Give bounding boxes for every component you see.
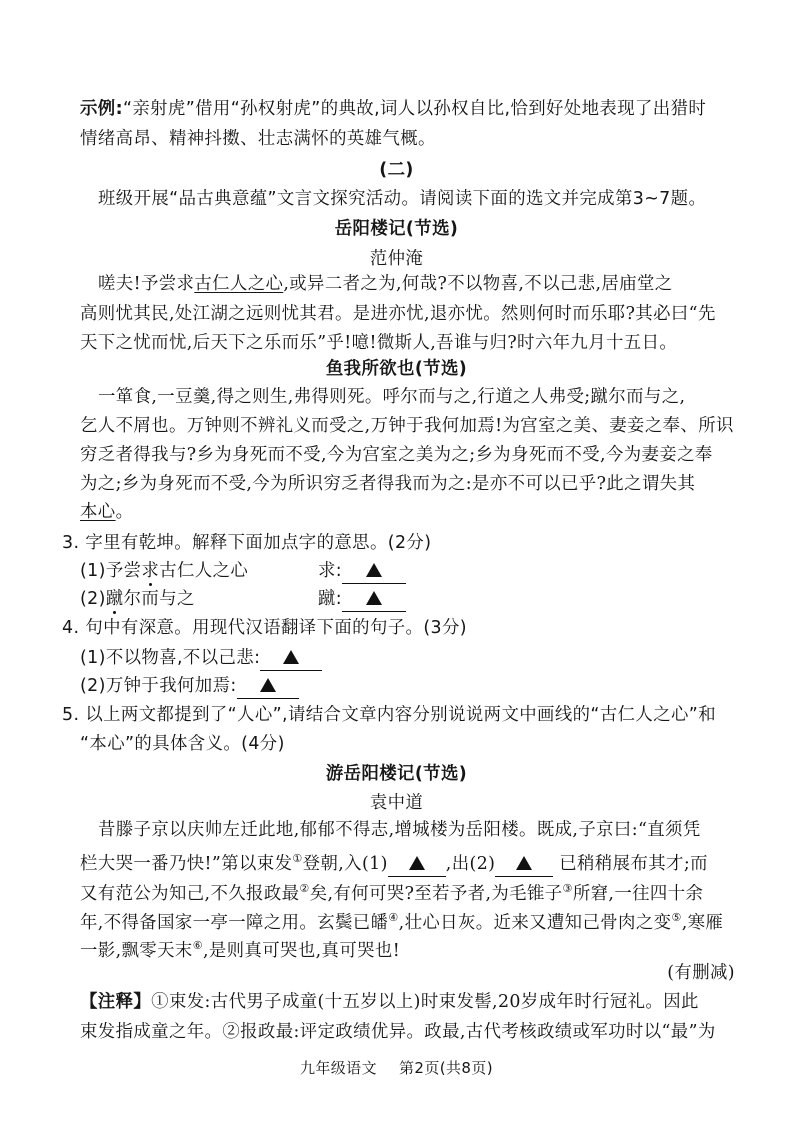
text3-span: ,寒雁 [681,913,724,933]
text3-line-4 [80,906,723,935]
text1-span: 嗟夫!予尝求 [98,274,195,294]
text3-span: 年,不得备国家一亭一障之用。玄鬓已皤 [80,913,389,933]
text3-span: 登朝,入(1) [302,854,388,874]
text3-span: 栏大哭一番乃快!”第以束发 [80,854,293,874]
q3-span: (1)予尝 [80,561,142,581]
q3-label: 求: [318,561,343,581]
question-5-line-2: “本心”的具体含义。(4分) [80,734,285,754]
text3-span: 已稍稍展布其才;而 [553,854,708,874]
triangle-icon [283,650,299,664]
triangle-icon [409,856,425,870]
question-4-item-2 [80,674,299,699]
example-line-1 [80,97,706,121]
note-marker: ⑥ [192,939,203,952]
text3-line-2 [80,847,708,877]
notes-label: 【注释】 [80,992,152,1012]
question-3-item-1 [80,559,248,583]
notes-line-1 [80,990,699,1014]
triangle-icon [260,678,276,692]
notes-line-2: 束发指成童之年。②报政最:评定政绩优异。政最,古代考核政绩或军功时以“最”为 [80,1022,716,1042]
underlined-phrase-benxin: 本心 [80,502,116,522]
note-marker: ④ [388,911,399,924]
note-marker: ⑤ [671,911,682,924]
text2-line-5 [80,500,133,524]
text3-span: 矣,有何可哭?至若予者,为毛锥子 [309,884,563,904]
q4-text: (2)万钟于我何加焉: [80,676,237,696]
note-marker: ② [299,882,310,895]
text1-span: ,或异二者之为,何哉?不以物喜,不以己悲,居庙堂之 [283,274,673,294]
note-marker: ③ [562,882,573,895]
dotted-char-qiu: 求 [141,561,160,581]
text3-span: ,是则真可哭也,真可哭也! [202,941,401,961]
dotted-char-cu: 蹴 [105,589,124,609]
answer-blank[interactable] [342,587,406,612]
text3-span: 又有范公为知己,不久报政最 [80,884,300,904]
underlined-phrase-guren: 古仁人之心 [194,274,284,294]
example-text: “亲射虎”借用“孙权射虎”的典故,词人以孙权自比,恰到好处地表现了出猎时 [122,99,707,119]
q3-span: (2) [80,589,106,609]
notes-text: ①束发:古代男子成童(十五岁以上)时束发髻,20岁成年时行冠礼。因此 [151,992,699,1012]
note-marker: ① [292,852,303,865]
question-4-item-1 [80,646,322,671]
text3-span: ,壮心日灰。近来又遭知己骨肉之变 [398,913,672,933]
q3-span: 尔而与之 [123,589,195,609]
text3-line-3 [80,877,703,906]
example-line-2: 情绪高昂、精神抖擞、壮志满怀的英雄气概。 [80,129,436,149]
footer-subject: 九年级语文 [299,1059,377,1077]
text2-span: 。 [115,502,134,522]
answer-blank[interactable] [388,852,446,877]
text2-line-3: 穷乏者得我与?乡为身死而不受,今为宫室之美为之;乡为身死而不受,今为妻妾之奉 [80,445,713,465]
question-3-answer-1 [318,559,406,584]
answer-blank[interactable] [495,852,553,877]
intro-text: 班级开展“品古典意蕴”文言文探究活动。请阅读下面的选文并完成第3~7题。 [98,189,707,209]
text2-line-2: 乞人不屑也。万钟则不辨礼义而受之,万钟于我何加焉!为宫室之美、妻妾之奉、所识 [80,416,734,436]
question-3-stem: 3. 字里有乾坤。解释下面加点字的意思。(2分) [62,533,432,553]
text2-title: 鱼我所欲也(节选) [325,359,468,379]
text3-author: 袁中道 [369,793,424,813]
question-3-answer-2 [318,587,406,612]
triangle-icon [516,856,532,870]
example-label: 示例: [80,99,123,119]
triangle-icon [366,563,382,577]
text3-title: 游岳阳楼记(节选) [325,764,468,784]
text3-span: ,出(2) [445,854,496,874]
abridged-note: (有删减) [667,963,735,983]
text1-title: 岳阳楼记(节选) [334,219,459,239]
text3-line-5 [80,934,400,963]
text2-line-4: 为之;乡为身死而不受,今为所识穷乏者得我而为之:是亦不可以已乎?此之谓失其 [80,474,696,494]
text3-span: 一影,飘零天末 [80,941,193,961]
text1-author: 范仲淹 [369,249,424,269]
footer-page-number: 第2页(共8页) [399,1059,493,1077]
q3-label: 蹴: [318,589,343,609]
question-5-line-1: 5. 以上两文都提到了“人心”,请结合文章内容分别说说两文中画线的“古仁人之心”和 [62,705,716,725]
text2-line-1: 一箪食,一豆羹,得之则生,弗得则死。呼尔而与之,行道之人弗受;蹴尔而与之, [98,387,686,407]
answer-blank[interactable] [260,646,322,671]
text1-line-2: 高则忧其民,处江湖之远则忧其君。是进亦忧,退亦忧。然则何时而乐耶?其必曰“先 [80,304,716,324]
q3-span: 古仁人之心 [159,561,249,581]
question-3-item-2 [80,587,195,611]
q4-text: (1)不以物喜,不以己悲: [80,648,261,668]
page-footer [0,1056,793,1080]
triangle-icon [366,591,382,605]
answer-blank[interactable] [342,559,406,584]
question-4-stem: 4. 句中有深意。用现代汉语翻译下面的句子。(3分) [62,618,467,638]
text1-line-1 [98,272,673,296]
answer-blank[interactable] [237,674,299,699]
text3-span: 所窘,一往四十余 [572,884,704,904]
section-heading: (二) [379,160,414,180]
text1-line-3: 天下之忧而忧,后天下之乐而乐”乎!噫!微斯人,吾谁与归?时六年九月十五日。 [80,333,678,353]
text3-line-1: 昔滕子京以庆帅左迁此地,郁郁不得志,增城楼为岳阳楼。既成,子京曰:“直须凭 [98,820,701,840]
